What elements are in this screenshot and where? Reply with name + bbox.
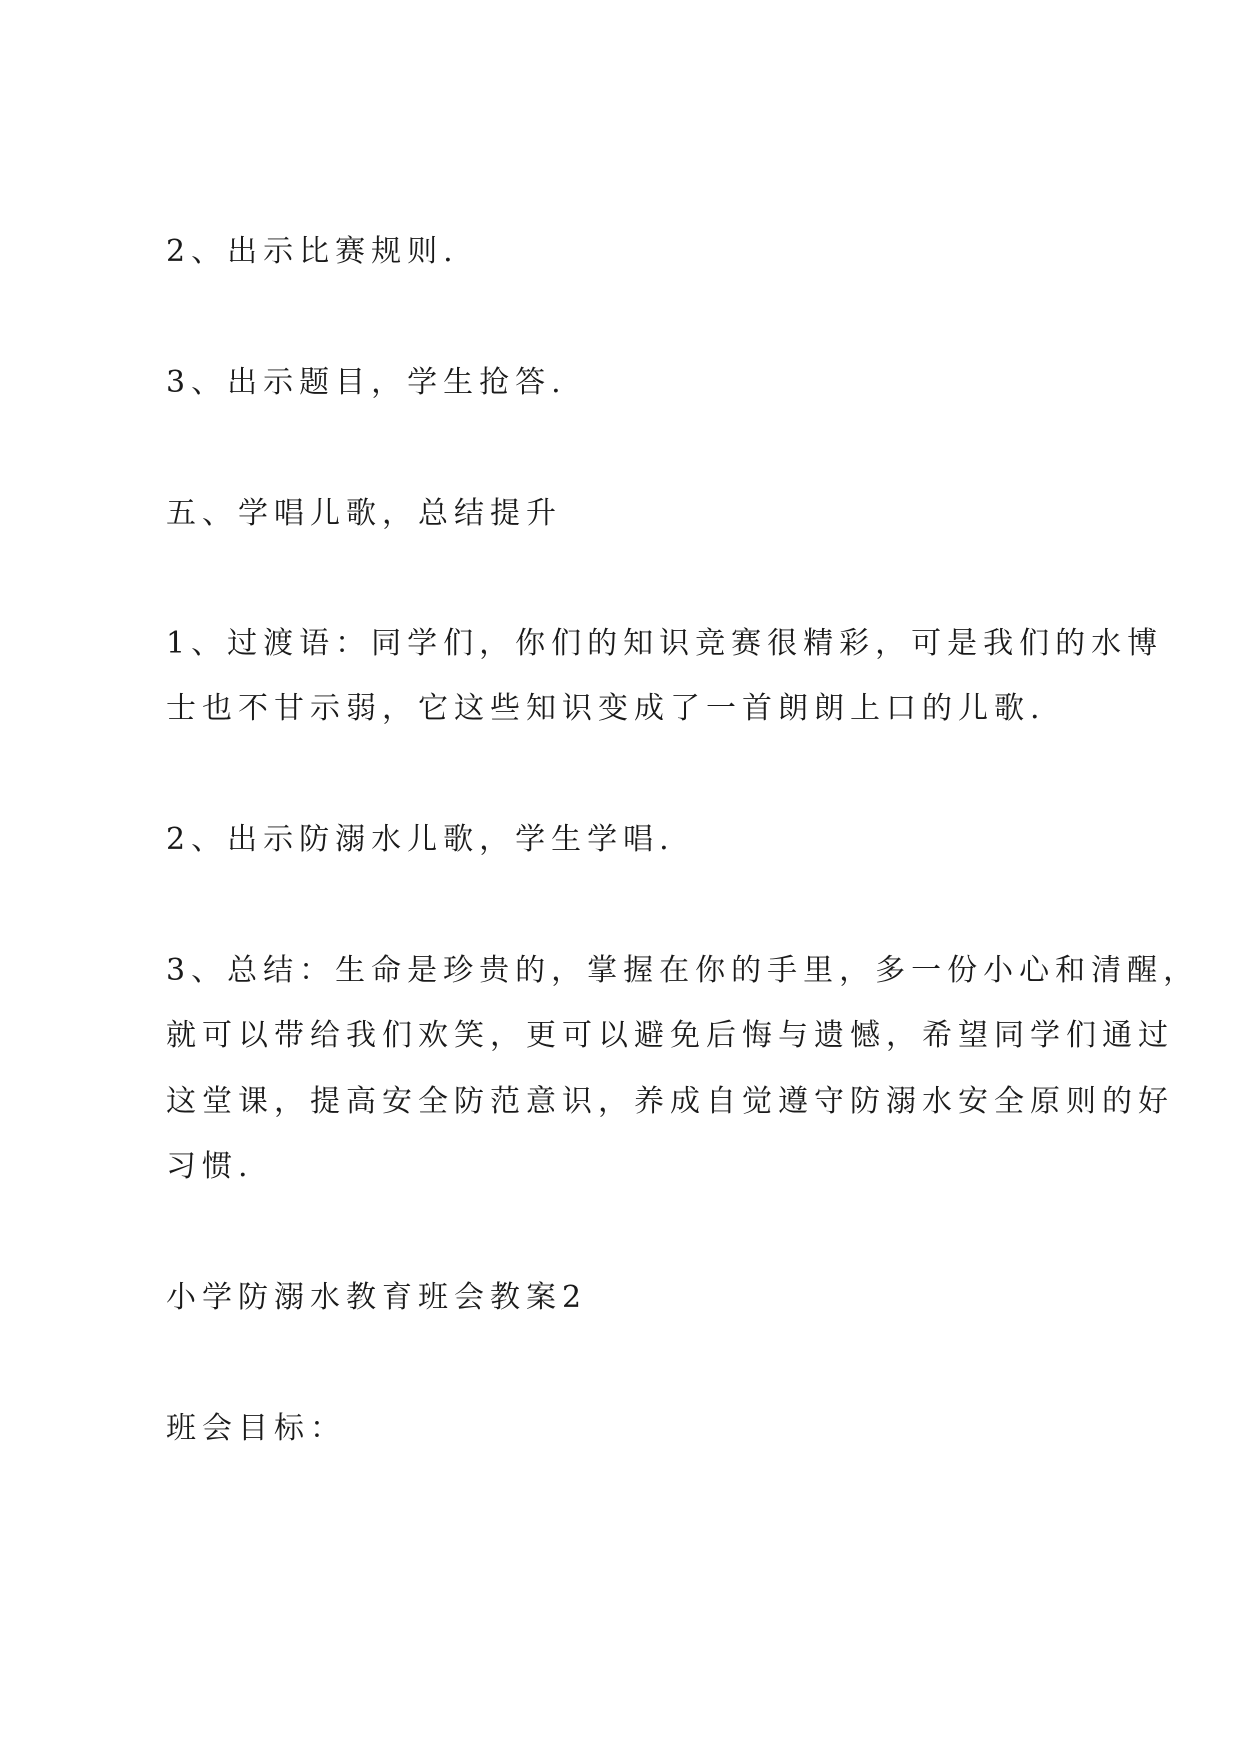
goal-heading: 班会目标： (166, 1411, 346, 1446)
summary-line-3: 这堂课，提高安全防范意识，养成自觉遵守防溺水安全原则的好 (166, 1084, 1174, 1119)
summary-line-1: 3、总结：生命是珍贵的，掌握在你的手里，多一份小心和清醒， (166, 953, 1200, 988)
section-heading-five: 五、学唱儿歌，总结提升 (166, 496, 562, 531)
summary-line-2: 就可以带给我们欢笑，更可以避免后悔与遗憾，希望同学们通过 (166, 1018, 1174, 1053)
summary-line-4: 习惯. (166, 1149, 254, 1184)
quiz-step-line: 3、出示题目，学生抢答. (166, 365, 567, 400)
transition-line-1: 1、过渡语：同学们，你们的知识竞赛很精彩，可是我们的水博 (166, 626, 1164, 661)
song-step-line: 2、出示防溺水儿歌，学生学唱. (166, 822, 675, 857)
transition-line-2: 士也不甘示弱，它这些知识变成了一首朗朗上口的儿歌. (166, 691, 1046, 726)
lesson-plan-title: 小学防溺水教育班会教案2 (166, 1280, 588, 1315)
rule-step-line: 2、出示比赛规则. (166, 234, 459, 269)
